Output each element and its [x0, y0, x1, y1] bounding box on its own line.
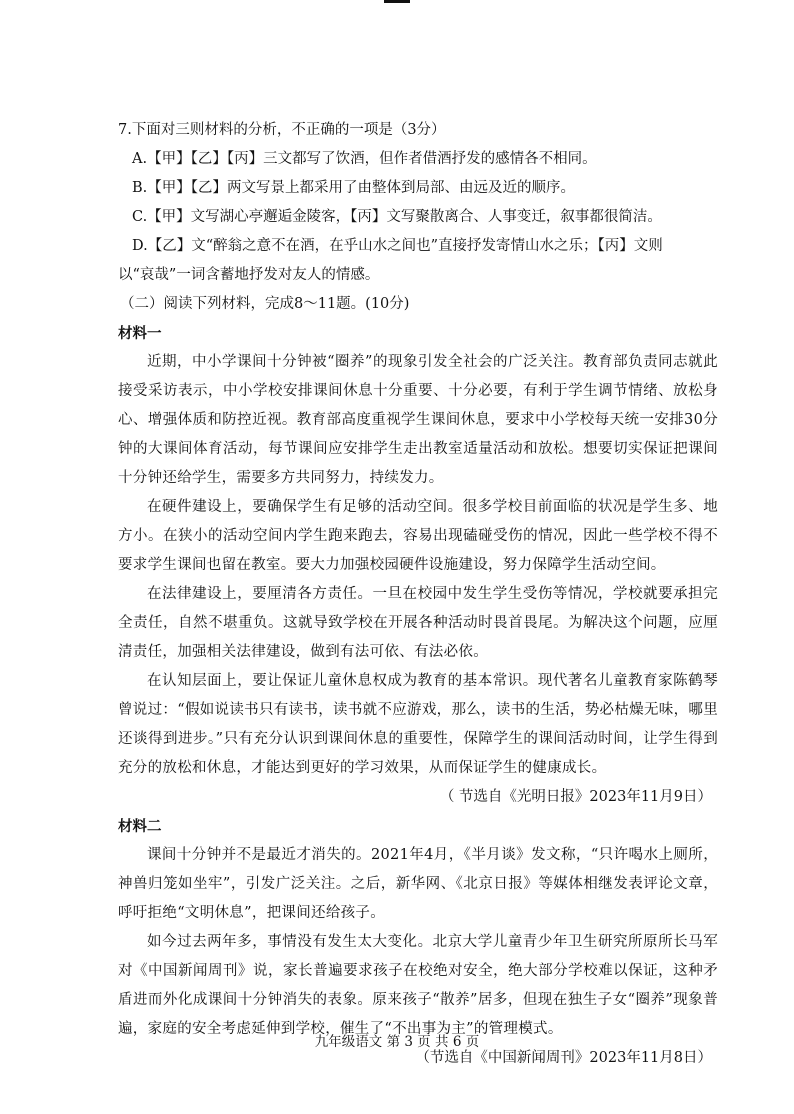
material-1-source: （ 节选自《光明日报》2023年11月9日） [439, 789, 712, 805]
material-1-paragraph: 在硬件建设上，要确保学生有足够的活动空间。很多学校目前面临的状况是学生多、地方小。在狭小的活动空间内学生跑来跑去，容易出现磕碰受伤的情况，因此一些学校不得不要求学生课间也留在教室。要大力加强校园硬件设施建设，努力保障学生活动空间。 [118, 499, 718, 573]
question-7-option-c: C.【甲】文写湖心亭邂逅金陵客，【丙】文写聚散离合、人事变迁，叙事都很简洁。 [132, 209, 662, 225]
top-scan-mark [384, 0, 410, 3]
material-1-paragraph: 在法律建设上，要厘清各方责任。一旦在校园中发生学生受伤等情况，学校就要承担完全责任，自然不堪重负。这就导致学校在开展各种活动时畏首畏尾。为解决这个问题，应厘清责任，加强相关法律建设，做到有法可依、有法必依。 [118, 586, 718, 660]
exam-page-content [118, 116, 718, 1073]
material-2-paragraph: 课间十分钟并不是最近才消失的。2021年4月，《半月谈》发文称，“只许喝水上厕所，神兽归笼如坐牢”，引发广泛关注。之后，新华网、《北京日报》等媒体相继发表评论文章，呼吁拒绝“文明休息”，把课间还给孩子。 [118, 847, 718, 921]
question-7-option-a: A.【甲】【乙】【丙】三文都写了饮酒，但作者借酒抒发的感情各不相同。 [132, 151, 597, 167]
material-2-paragraph: 如今过去两年多，事情没有发生太大变化。北京大学儿童青少年卫生研究所原所长马军对《中国新闻周刊》说，家长普遍要求孩子在校绝对安全，绝大部分学校难以保证，这种矛盾进而外化成课间十分钟消失的表象。原来孩子“散养”居多，但现在独生子女“圈养”现象普遍，家庭的安全考虑延伸到学校，催生了“不出事为主”的管理模式。 [118, 934, 718, 1037]
question-7-stem: 7.下面对三则材料的分析，不正确的一项是（3分） [118, 122, 446, 138]
question-7-option-d: D.【乙】文“醉翁之意不在酒，在乎山水之间也”直接抒发寄情山水之乐；【丙】文则 [132, 238, 663, 254]
material-1-title: 材料一 [118, 325, 162, 342]
material-1-paragraph: 近期，中小学课间十分钟被“圈养”的现象引发全社会的广泛关注。教育部负责同志就此接受采访表示，中小学校安排课间休息十分重要、十分必要，有利于学生调节情绪、放松身心、增强体质和防控近视。教育部高度重视学生课间休息，要求中小学校每天统一安排30分钟的大课间体育活动，每节课间应安排学生走出教室适量活动和放松。想要切实保证把课间十分钟还给学生，需要多方共同努力，持续发力。 [118, 354, 718, 486]
material-2-title: 材料二 [118, 818, 162, 835]
question-7-option-b: B.【甲】【乙】两文写景上都采用了由整体到局部、由远及近的顺序。 [132, 180, 576, 196]
page-footer: 九年级语文 第 3 页 共 6 页 [314, 1034, 480, 1050]
material-2-source: （节选自《中国新闻周刊》2023年11月8日） [415, 1050, 712, 1066]
section-2-title: （二）阅读下列材料，完成8～11题。(10分) [120, 296, 410, 312]
material-1-paragraph: 在认知层面上，要让保证儿童休息权成为教育的基本常识。现代著名儿童教育家陈鹤琴曾说过：“假如说读书只有读书，读书就不应游戏，那么，读书的生活，势必枯燥无味，哪里还谈得到进步。”只有充分认识到课间休息的重要性，保障学生的课间活动时间，让学生得到充分的放松和休息，才能达到更好的学习效果，从而保证学生的健康成长。 [118, 673, 718, 776]
question-7-option-d-continued: 以“哀哉”一词含蓄地抒发对友人的情感。 [118, 267, 380, 283]
